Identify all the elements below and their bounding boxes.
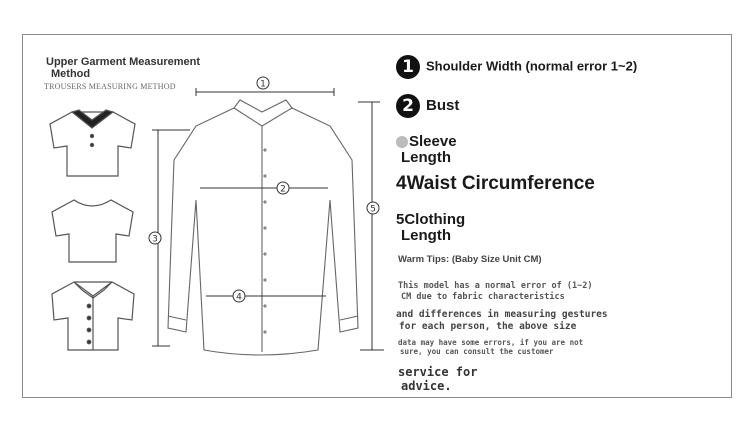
tip-note-3-line-1: data may have some errors, if you are not [398, 338, 584, 347]
tip-note-4-line-2: advice. [401, 379, 452, 393]
item-label: Shoulder Width (normal error 1~2) [426, 58, 638, 74]
warm-tips-heading: Warm Tips: (Baby Size Unit CM) [398, 254, 542, 265]
item-shoulder-width [396, 55, 637, 79]
broken-number-3-icon [396, 136, 408, 148]
item-label-line-2: Length [401, 227, 451, 244]
tip-note-3 [398, 338, 583, 356]
number-badge-1: 1 [396, 55, 420, 79]
marker-3 [149, 232, 161, 245]
tip-note-3-line-2: sure, you can consult the customer [400, 347, 554, 356]
polo-shirt-icon [50, 110, 135, 176]
tip-note-1 [398, 281, 592, 303]
tip-note-1-line-1: This model has a normal error of (1~2) [398, 281, 593, 291]
svg-text:4: 4 [236, 292, 242, 303]
number-badge-2: 2 [396, 94, 420, 118]
title-line-2: Method [51, 68, 91, 80]
item-clothing-length [396, 212, 465, 244]
marker-4 [233, 290, 245, 303]
svg-text:5: 5 [370, 204, 376, 215]
tip-note-4 [398, 365, 477, 393]
title-line-1: Upper Garment Measurement [46, 56, 201, 68]
svg-text:3: 3 [152, 234, 158, 245]
tip-note-4-line-1: service for [398, 365, 478, 379]
item-bust [396, 94, 459, 118]
item-label-line-1: 5Clothing [396, 211, 466, 228]
marker-5 [367, 202, 379, 215]
tip-note-2-line-2: for each person, the above size [399, 321, 577, 332]
subtitle: TROUSERS MEASURING METHOD [44, 82, 176, 91]
svg-text:1: 1 [260, 79, 266, 90]
t-shirt-icon [52, 200, 133, 262]
item-waist-circumference [396, 173, 595, 195]
item-label: Bust [426, 96, 460, 114]
item-label: 4Waist Circumference [396, 173, 595, 194]
item-sleeve-length [396, 134, 457, 166]
item-label-line-2: Length [401, 149, 451, 166]
marker-1 [257, 77, 269, 90]
tip-note-2-line-1: and differences in measuring gestures [396, 309, 608, 320]
button-shirt-icon [52, 282, 134, 350]
svg-text:2: 2 [280, 184, 286, 195]
marker-2 [277, 182, 289, 195]
long-sleeve-shirt-outline [168, 100, 358, 355]
item-label-line-1: Sleeve [409, 133, 457, 150]
tip-note-1-line-2: CM due to fabric characteristics [401, 292, 565, 302]
tip-note-2 [396, 309, 608, 333]
